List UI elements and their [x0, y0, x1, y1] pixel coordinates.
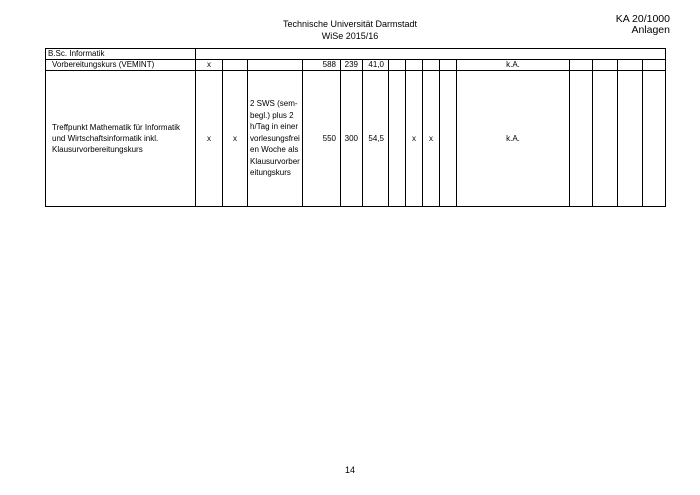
cell-c2: [223, 60, 248, 71]
cell-c2: x: [223, 71, 248, 207]
cell-empty: [618, 60, 643, 71]
cell-n1: 588: [303, 60, 341, 71]
document-header: [270, 18, 430, 42]
page-number: 14: [344, 465, 355, 475]
doc-ref-number: KA 20/1000: [615, 13, 670, 25]
table-row: [46, 71, 666, 207]
cell-c6: [423, 60, 440, 71]
cell-n2: 300: [341, 71, 363, 207]
cell-info: k.A.: [457, 60, 570, 71]
cell-c6: x: [423, 71, 440, 207]
section-label: B.Sc. Informatik: [46, 49, 196, 60]
cell-c7: [440, 60, 457, 71]
semester-label: WiSe 2015/16: [321, 31, 379, 41]
cell-c5: [406, 60, 423, 71]
cell-c3: [248, 60, 303, 71]
cell-empty: [643, 71, 666, 207]
doc-subtitle: Anlagen: [631, 24, 670, 36]
cell-c4: [389, 60, 406, 71]
course-name: Vorbereitungskurs (VEMINT): [46, 60, 196, 71]
course-table: [45, 48, 666, 207]
cell-n1: 550: [303, 71, 341, 207]
university-name: Technische Universität Darmstadt: [282, 19, 418, 29]
cell-c1: x: [196, 60, 223, 71]
cell-c4: [389, 71, 406, 207]
cell-n2: 239: [341, 60, 363, 71]
section-filler: [196, 49, 666, 60]
cell-c3: 2 SWS (sem-begl.) plus 2h/Tag in einer vorlesungsfreien Woche als Klausurvorbereitungskurs: [248, 71, 303, 207]
cell-c1: x: [196, 71, 223, 207]
course-name: Treffpunkt Mathematik für Informatik und Wirtschaftsinformatik inkl. Klausurvorbereitungskurs: [46, 71, 196, 207]
cell-c5: x: [406, 71, 423, 207]
cell-empty: [593, 71, 618, 207]
cell-n3: 54,5: [363, 71, 389, 207]
cell-c7: [440, 71, 457, 207]
cell-empty: [593, 60, 618, 71]
cell-n3: 41,0: [363, 60, 389, 71]
cell-empty: [570, 60, 593, 71]
document-reference: [560, 14, 670, 36]
cell-empty: [643, 60, 666, 71]
cell-empty: [570, 71, 593, 207]
table-row: [46, 60, 666, 71]
section-row: [46, 49, 666, 60]
cell-empty: [618, 71, 643, 207]
cell-info: k.A.: [457, 71, 570, 207]
